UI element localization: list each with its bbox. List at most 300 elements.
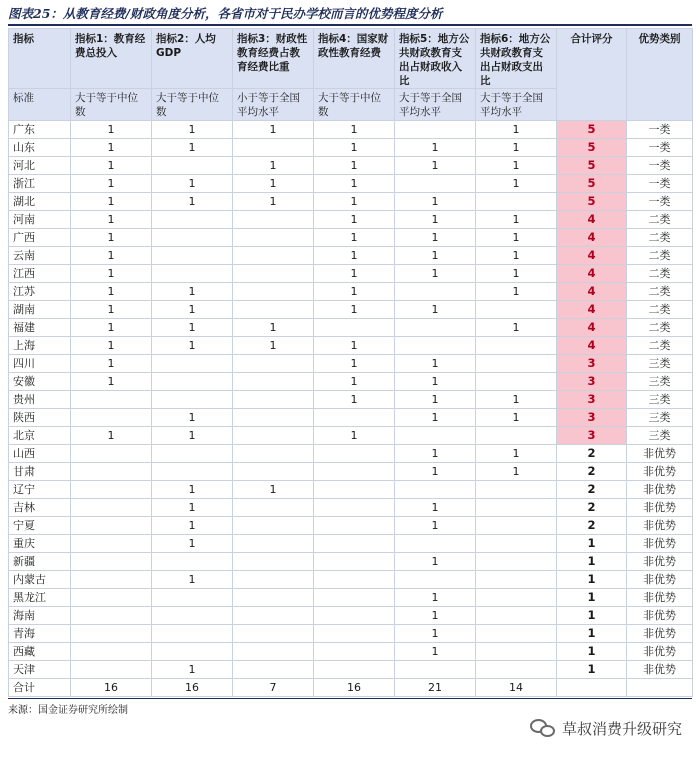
indicator-cell	[233, 463, 314, 481]
indicator-cell	[476, 193, 557, 211]
province-cell: 四川	[9, 355, 71, 373]
indicator-cell	[233, 427, 314, 445]
indicator-cell	[476, 499, 557, 517]
indicator-cell: 1	[71, 139, 152, 157]
score-cell: 5	[557, 139, 627, 157]
indicator-cell: 1	[71, 283, 152, 301]
indicator-cell: 1	[71, 373, 152, 391]
indicator-cell: 1	[233, 175, 314, 193]
indicator-cell	[476, 517, 557, 535]
province-cell: 贵州	[9, 391, 71, 409]
indicator-cell: 1	[314, 211, 395, 229]
table-row	[9, 229, 693, 247]
indicator-cell: 1	[314, 373, 395, 391]
indicator-cell: 1	[71, 247, 152, 265]
indicator-cell: 1	[395, 211, 476, 229]
indicator-cell: 1	[476, 265, 557, 283]
indicator-cell: 1	[233, 319, 314, 337]
indicator-cell: 1	[476, 445, 557, 463]
score-cell: 4	[557, 229, 627, 247]
indicator-cell	[233, 391, 314, 409]
indicator-cell	[233, 211, 314, 229]
score-cell: 1	[557, 589, 627, 607]
score-cell: 3	[557, 391, 627, 409]
indicator-cell: 1	[395, 139, 476, 157]
indicator-cell: 1	[314, 229, 395, 247]
indicator-cell	[233, 643, 314, 661]
province-cell: 云南	[9, 247, 71, 265]
category-cell: 非优势	[627, 445, 693, 463]
table-row	[9, 517, 693, 535]
province-cell: 浙江	[9, 175, 71, 193]
table-row	[9, 607, 693, 625]
indicator-cell: 1	[395, 247, 476, 265]
score-cell: 2	[557, 481, 627, 499]
wechat-icon	[530, 717, 556, 739]
indicator-cell: 1	[314, 139, 395, 157]
indicator-cell	[152, 229, 233, 247]
province-cell: 河北	[9, 157, 71, 175]
standard-4: 大于等于中位数	[314, 89, 395, 121]
indicator-cell	[71, 643, 152, 661]
score-cell: 4	[557, 319, 627, 337]
score-cell: 2	[557, 517, 627, 535]
category-cell: 三类	[627, 427, 693, 445]
figure-title: 图表25：从教育经费/财政角度分析，各省市对于民办学校而言的优势程度分析	[8, 4, 692, 26]
category-cell: 一类	[627, 193, 693, 211]
indicator-cell	[314, 499, 395, 517]
indicator-cell	[476, 607, 557, 625]
table-row	[9, 175, 693, 193]
col-total-score: 合计评分	[557, 29, 627, 121]
indicator-cell: 1	[476, 283, 557, 301]
score-cell: 5	[557, 193, 627, 211]
indicator-cell	[71, 535, 152, 553]
indicator-cell	[314, 589, 395, 607]
score-cell: 5	[557, 157, 627, 175]
indicator-cell	[152, 463, 233, 481]
indicator-cell	[152, 589, 233, 607]
score-cell: 1	[557, 661, 627, 679]
score-cell: 4	[557, 211, 627, 229]
indicator-cell: 1	[71, 355, 152, 373]
indicator-cell: 1	[233, 121, 314, 139]
province-cell: 河南	[9, 211, 71, 229]
category-cell: 非优势	[627, 589, 693, 607]
table-row	[9, 499, 693, 517]
table-row	[9, 553, 693, 571]
indicator-cell	[395, 481, 476, 499]
table-row	[9, 625, 693, 643]
score-cell: 3	[557, 409, 627, 427]
indicator-cell	[233, 553, 314, 571]
indicator-cell	[233, 355, 314, 373]
indicator-cell	[233, 607, 314, 625]
table-row	[9, 193, 693, 211]
indicator-cell: 1	[395, 553, 476, 571]
col-indicator: 指标	[9, 29, 71, 89]
indicator-cell	[476, 337, 557, 355]
province-cell: 陕西	[9, 409, 71, 427]
indicator-cell	[395, 535, 476, 553]
indicator-cell: 1	[476, 157, 557, 175]
indicator-cell	[314, 481, 395, 499]
indicator-cell	[395, 337, 476, 355]
score-cell: 3	[557, 373, 627, 391]
category-cell: 非优势	[627, 517, 693, 535]
indicator-cell: 1	[395, 157, 476, 175]
category-cell: 二类	[627, 337, 693, 355]
indicator-cell	[395, 319, 476, 337]
category-cell: 二类	[627, 211, 693, 229]
indicator-cell	[152, 445, 233, 463]
category-cell: 二类	[627, 247, 693, 265]
watermark	[530, 714, 682, 742]
indicator-cell: 1	[233, 193, 314, 211]
indicator-cell	[152, 373, 233, 391]
indicator-cell: 1	[71, 337, 152, 355]
indicator-cell	[476, 481, 557, 499]
indicator-cell	[476, 553, 557, 571]
indicator-cell	[314, 445, 395, 463]
indicator-cell: 1	[152, 283, 233, 301]
indicator-cell	[71, 661, 152, 679]
indicator-cell: 1	[395, 625, 476, 643]
indicator-cell: 1	[71, 175, 152, 193]
table-body	[9, 121, 693, 697]
standard-6: 大于等于全国平均水平	[476, 89, 557, 121]
table-row	[9, 643, 693, 661]
score-cell: 5	[557, 175, 627, 193]
province-cell: 广东	[9, 121, 71, 139]
indicator-cell: 1	[395, 517, 476, 535]
indicator-cell	[233, 571, 314, 589]
table-row	[9, 265, 693, 283]
indicator-cell	[314, 625, 395, 643]
category-cell: 三类	[627, 391, 693, 409]
table-row	[9, 373, 693, 391]
province-cell: 江西	[9, 265, 71, 283]
indicator-cell	[476, 535, 557, 553]
indicator-cell	[71, 571, 152, 589]
score-cell: 4	[557, 283, 627, 301]
province-cell: 广西	[9, 229, 71, 247]
province-cell: 吉林	[9, 499, 71, 517]
indicator-cell	[71, 517, 152, 535]
score-cell: 4	[557, 265, 627, 283]
province-cell: 宁夏	[9, 517, 71, 535]
indicator-cell	[476, 625, 557, 643]
indicator-cell: 1	[395, 463, 476, 481]
indicator-cell	[476, 589, 557, 607]
category-cell: 三类	[627, 355, 693, 373]
category-cell: 二类	[627, 319, 693, 337]
province-cell: 西藏	[9, 643, 71, 661]
indicator-cell	[314, 643, 395, 661]
province-cell: 江苏	[9, 283, 71, 301]
score-cell: 2	[557, 463, 627, 481]
indicator-cell: 1	[395, 265, 476, 283]
indicator-cell: 1	[476, 175, 557, 193]
category-cell: 非优势	[627, 661, 693, 679]
indicator-cell: 1	[476, 229, 557, 247]
table-row	[9, 139, 693, 157]
indicator-cell	[314, 571, 395, 589]
indicator-cell	[152, 247, 233, 265]
indicator-cell: 1	[476, 121, 557, 139]
indicator-cell	[314, 409, 395, 427]
category-cell: 二类	[627, 283, 693, 301]
indicator-cell: 1	[395, 391, 476, 409]
category-cell: 二类	[627, 265, 693, 283]
indicator-cell: 1	[314, 265, 395, 283]
category-cell: 非优势	[627, 607, 693, 625]
indicator-cell: 1	[476, 139, 557, 157]
total-cell: 16	[152, 679, 233, 697]
indicator-cell	[395, 175, 476, 193]
indicator-cell: 1	[395, 499, 476, 517]
table-row	[9, 337, 693, 355]
indicator-cell: 1	[71, 319, 152, 337]
table-row	[9, 661, 693, 679]
indicator-cell	[233, 139, 314, 157]
indicator-cell	[395, 121, 476, 139]
indicator-cell: 1	[314, 247, 395, 265]
province-cell: 天津	[9, 661, 71, 679]
indicator-cell: 1	[476, 211, 557, 229]
indicator-cell	[395, 571, 476, 589]
province-cell: 山东	[9, 139, 71, 157]
score-cell: 2	[557, 499, 627, 517]
indicator-cell	[233, 229, 314, 247]
indicator-cell	[152, 157, 233, 175]
score-cell: 1	[557, 553, 627, 571]
indicator-cell	[314, 535, 395, 553]
indicator-cell: 1	[152, 481, 233, 499]
total-empty-cell	[627, 679, 693, 697]
indicator-cell	[476, 373, 557, 391]
indicator-cell	[152, 355, 233, 373]
province-cell: 甘肃	[9, 463, 71, 481]
col-indicator-5: 指标5：地方公共财政教育支出占财政收入比	[395, 29, 476, 89]
category-cell: 三类	[627, 409, 693, 427]
indicator-cell: 1	[476, 247, 557, 265]
total-cell: 21	[395, 679, 476, 697]
indicator-cell: 1	[314, 337, 395, 355]
score-cell: 4	[557, 301, 627, 319]
indicator-cell: 1	[395, 301, 476, 319]
category-cell: 非优势	[627, 535, 693, 553]
province-cell: 重庆	[9, 535, 71, 553]
standard-1: 大于等于中位数	[71, 89, 152, 121]
category-cell: 非优势	[627, 553, 693, 571]
category-cell: 非优势	[627, 463, 693, 481]
indicator-cell: 1	[476, 463, 557, 481]
indicator-cell	[476, 643, 557, 661]
table-row	[9, 409, 693, 427]
indicator-cell	[152, 607, 233, 625]
standard-5: 大于等于全国平均水平	[395, 89, 476, 121]
indicator-cell: 1	[152, 319, 233, 337]
indicator-cell	[71, 607, 152, 625]
indicator-cell: 1	[395, 643, 476, 661]
indicator-cell: 1	[152, 427, 233, 445]
indicator-cell	[233, 517, 314, 535]
total-cell: 16	[314, 679, 395, 697]
indicator-cell: 1	[476, 409, 557, 427]
indicator-cell	[71, 589, 152, 607]
score-cell: 1	[557, 625, 627, 643]
indicator-cell: 1	[152, 661, 233, 679]
category-cell: 非优势	[627, 499, 693, 517]
indicator-cell	[314, 463, 395, 481]
indicator-cell	[314, 607, 395, 625]
col-indicator-4: 指标4：国家财政性教育经费	[314, 29, 395, 89]
province-cell: 安徽	[9, 373, 71, 391]
category-cell: 一类	[627, 175, 693, 193]
indicator-cell: 1	[71, 229, 152, 247]
header-row	[9, 29, 693, 89]
indicator-cell: 1	[314, 301, 395, 319]
indicator-cell	[233, 589, 314, 607]
indicator-cell	[314, 661, 395, 679]
indicator-cell: 1	[395, 589, 476, 607]
score-cell: 5	[557, 121, 627, 139]
category-cell: 一类	[627, 139, 693, 157]
indicator-cell	[233, 625, 314, 643]
col-indicator-6: 指标6：地方公共财政教育支出占财政支出比	[476, 29, 557, 89]
standard-2: 大于等于中位数	[152, 89, 233, 121]
indicator-cell: 1	[71, 193, 152, 211]
category-cell: 非优势	[627, 625, 693, 643]
indicator-cell	[233, 535, 314, 553]
table-row	[9, 589, 693, 607]
category-cell: 二类	[627, 229, 693, 247]
score-cell: 3	[557, 355, 627, 373]
province-cell: 新疆	[9, 553, 71, 571]
indicator-cell: 1	[152, 409, 233, 427]
indicator-cell: 1	[314, 175, 395, 193]
indicator-cell	[71, 625, 152, 643]
indicator-cell	[71, 463, 152, 481]
table-row	[9, 571, 693, 589]
indicator-cell: 1	[314, 391, 395, 409]
indicator-cell: 1	[152, 571, 233, 589]
table-row	[9, 355, 693, 373]
category-cell: 一类	[627, 121, 693, 139]
indicator-cell: 1	[233, 157, 314, 175]
indicator-cell	[71, 481, 152, 499]
indicator-cell	[233, 301, 314, 319]
score-cell: 4	[557, 337, 627, 355]
province-cell: 海南	[9, 607, 71, 625]
indicator-cell: 1	[476, 391, 557, 409]
indicator-cell: 1	[395, 229, 476, 247]
table-row	[9, 121, 693, 139]
category-cell: 非优势	[627, 481, 693, 499]
score-cell: 1	[557, 607, 627, 625]
indicator-cell	[233, 247, 314, 265]
indicator-cell: 1	[314, 427, 395, 445]
indicator-cell: 1	[71, 265, 152, 283]
indicator-cell: 1	[395, 409, 476, 427]
indicator-cell	[314, 517, 395, 535]
indicator-cell	[71, 553, 152, 571]
standard-3: 小于等于全国平均水平	[233, 89, 314, 121]
indicator-cell: 1	[395, 373, 476, 391]
indicator-cell: 1	[314, 193, 395, 211]
indicator-cell: 1	[395, 445, 476, 463]
indicator-cell: 1	[395, 355, 476, 373]
indicator-cell: 1	[152, 301, 233, 319]
indicator-cell: 1	[233, 481, 314, 499]
province-cell: 黑龙江	[9, 589, 71, 607]
watermark-text: 草叔消费升级研究	[561, 719, 682, 738]
indicator-cell: 1	[152, 121, 233, 139]
indicator-cell	[314, 319, 395, 337]
indicator-cell: 1	[314, 355, 395, 373]
indicator-cell: 1	[152, 175, 233, 193]
table-row	[9, 301, 693, 319]
indicator-cell	[395, 427, 476, 445]
table-row	[9, 427, 693, 445]
col-indicator-3: 指标3：财政性教育经费占教育经费比重	[233, 29, 314, 89]
indicator-cell	[233, 265, 314, 283]
province-cell: 上海	[9, 337, 71, 355]
score-cell: 2	[557, 445, 627, 463]
indicator-cell	[476, 301, 557, 319]
indicator-cell	[476, 427, 557, 445]
total-label: 合计	[9, 679, 71, 697]
category-cell: 二类	[627, 301, 693, 319]
indicator-cell	[233, 373, 314, 391]
indicator-cell	[314, 553, 395, 571]
indicator-cell: 1	[314, 157, 395, 175]
category-cell: 非优势	[627, 643, 693, 661]
table-row	[9, 445, 693, 463]
indicator-cell	[152, 265, 233, 283]
indicator-cell: 1	[71, 301, 152, 319]
indicator-cell: 1	[152, 499, 233, 517]
total-cell: 14	[476, 679, 557, 697]
indicator-cell	[233, 409, 314, 427]
table-row	[9, 391, 693, 409]
indicator-cell	[233, 661, 314, 679]
indicator-cell	[395, 283, 476, 301]
indicator-cell	[152, 211, 233, 229]
score-cell: 1	[557, 535, 627, 553]
indicator-cell: 1	[71, 157, 152, 175]
table-row	[9, 283, 693, 301]
indicator-cell	[71, 409, 152, 427]
province-cell: 辽宁	[9, 481, 71, 499]
indicator-cell	[476, 355, 557, 373]
indicator-cell	[233, 499, 314, 517]
total-empty-cell	[557, 679, 627, 697]
indicator-cell	[476, 661, 557, 679]
indicator-cell: 1	[152, 139, 233, 157]
advantage-table	[8, 28, 693, 697]
indicator-cell: 1	[152, 535, 233, 553]
indicator-cell: 1	[71, 121, 152, 139]
indicator-cell	[233, 445, 314, 463]
province-cell: 福建	[9, 319, 71, 337]
standard-label: 标准	[9, 89, 71, 121]
table-row	[9, 211, 693, 229]
indicator-cell: 1	[233, 337, 314, 355]
indicator-cell	[152, 643, 233, 661]
table-row	[9, 247, 693, 265]
